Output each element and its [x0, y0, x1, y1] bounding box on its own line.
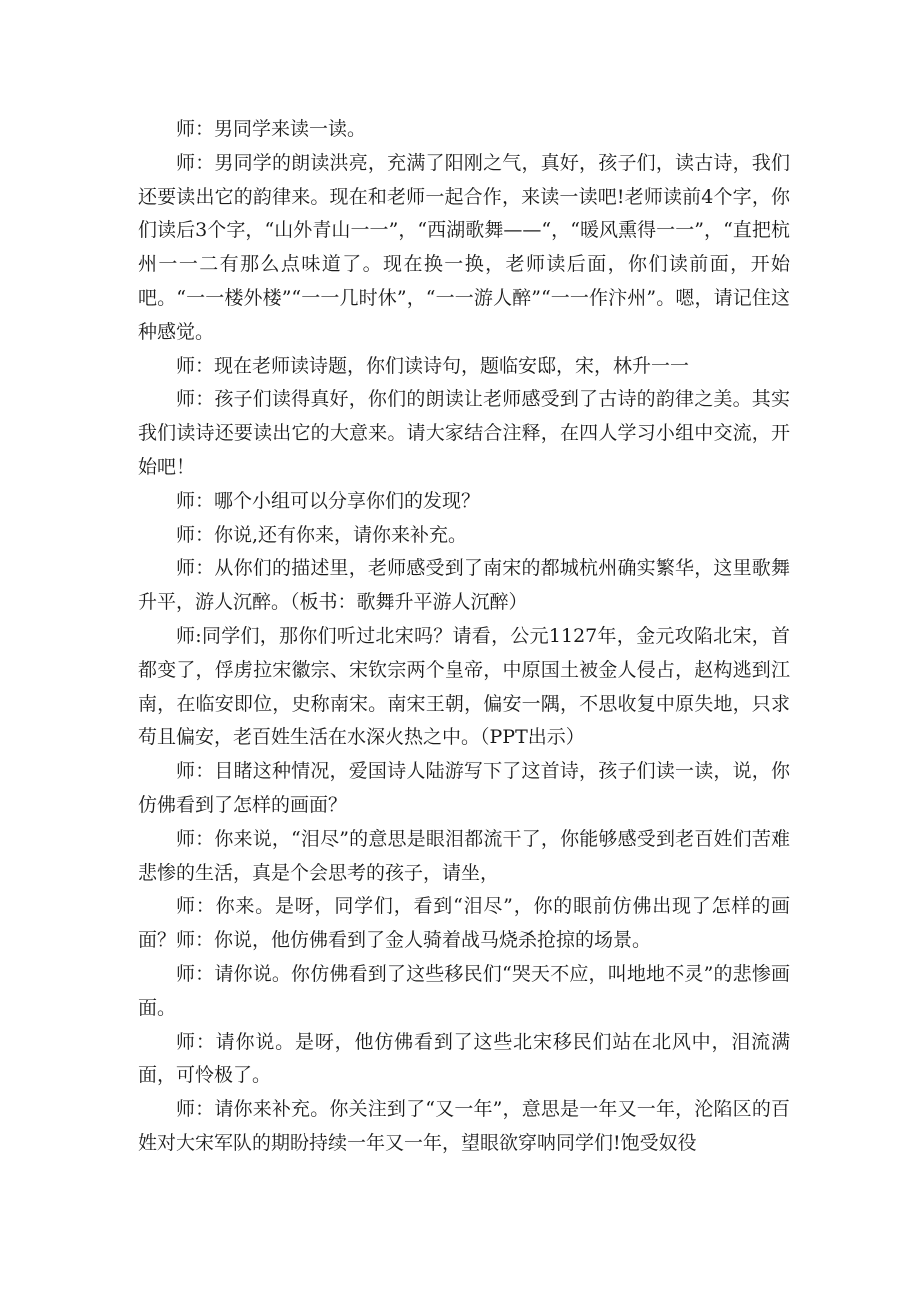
paragraph: 师：请你来补充。你关注到了“又一年”，意思是一年又一年，沦陷区的百姓对大宋军队的期盼持续一年又一年，望眼欲穿呐同学们!饱受奴役 [138, 1098, 790, 1154]
document-body [138, 113, 790, 1161]
paragraph: 师：从你们的描述里，老师感受到了南宋的都城杭州确实繁华，这里歌舞升平，游人沉醉。（板书：歌舞升平游人沉醉） [138, 557, 790, 614]
paragraph: 师：哪个小组可以分享你们的发现？ [176, 489, 481, 512]
paragraph: 师：目睹这种情况，爱国诗人陆游写下了这首诗，孩子们读一读，说，你仿佛看到了怎样的画面？ [138, 760, 790, 816]
paragraph: 师：请你说。是呀，他仿佛看到了这些北宋移民们站在北风中，泪流满面，可怜极了。 [138, 1030, 790, 1087]
paragraph: 师：现在老师读诗题，你们读诗句，题临安邸，宋，林升一一 [176, 354, 690, 377]
paragraph: 师:同学们，那你们听过北宋吗？请看，公元1127年，金元攻陷北宋，首都变了，俘虏拉宋徽宗、宋钦宗两个皇帝，中原国土被金人侵占，赵构逃到江南，在临安即位，史称南宋。南宋王朝，偏安一隅，不思收复中原失地，只求苟且偏安，老百姓生活在水深火热之中。（PPT出示） [138, 624, 790, 749]
paragraph: 师：你来。是呀，同学们，看到“泪尽”，你的眼前仿佛出现了怎样的画面？师：你说，他仿佛看到了金人骑着战马烧杀抢掠的场景。 [138, 895, 790, 952]
paragraph: 师：男同学来读一读。 [176, 118, 367, 140]
paragraph: 师：你来说，“泪尽”的意思是眼泪都流干了，你能够感受到老百姓们苦难悲惨的生活，真是个会思考的孩子，请坐， [138, 827, 790, 884]
paragraph: 师：请你说。你仿佛看到了这些移民们“哭天不应，叫地地不灵”的悲惨画面。 [138, 962, 790, 1019]
paragraph: 师：孩子们读得真好，你们的朗读让老师感受到了古诗的韵律之美。其实我们读诗还要读出它的大意来。请大家结合注释，在四人学习小组中交流，开始吧！ [138, 388, 790, 478]
paragraph: 师：你说,还有你来，请你来补充。 [176, 523, 468, 546]
paragraph: 师：男同学的朗读洪亮，充满了阳刚之气，真好，孩子们，读古诗，我们还要读出它的韵律来。现在和老师一起合作，来读一读吧!老师读前4个字，你们读后3个字，“山外青山一一”，“西湖歌舞——“，“暖风熏得一一”，“直把杭州一一二有那么点味道了。现在换一换，老师读后面，你们读前面，开始吧。“一一楼外楼”“一一几时休”，“一一游人醉”“一一作汴州”。嗯，请记住这种感觉。 [138, 151, 790, 343]
